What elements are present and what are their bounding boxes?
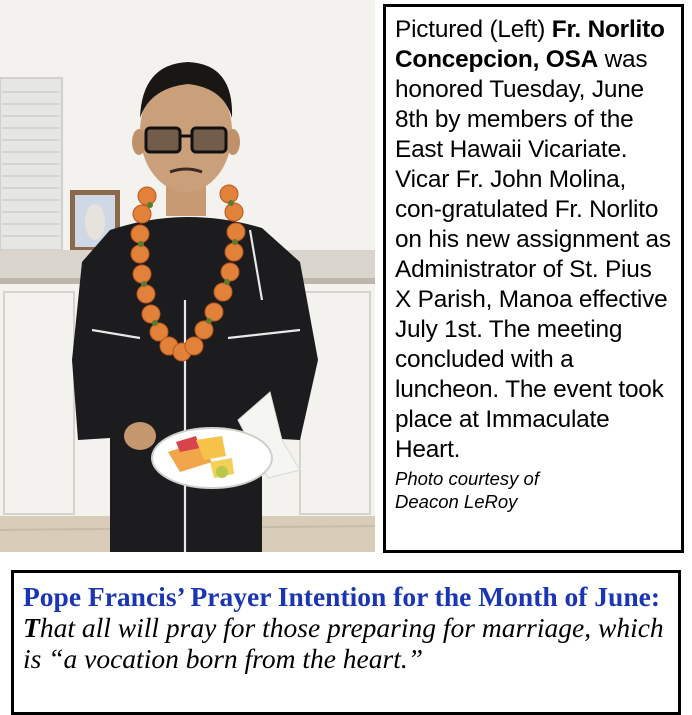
prayer-intention-heading: Pope Francis’ Prayer Intention for the Month of June: xyxy=(23,581,661,612)
photo-fr-norlito xyxy=(0,0,375,552)
prayer-intention-text xyxy=(23,581,668,674)
photo-credit-line2: Deacon LeRoy xyxy=(395,491,518,512)
photo-credit-line1: Photo courtesy of xyxy=(395,468,539,489)
caption-intro: Pictured (Left) xyxy=(395,16,552,43)
prayer-intention-initial: T xyxy=(23,612,40,643)
caption-body: was honored Tuesday, June 8th by members of the East Hawaii Vicariate. Vicar Fr. John Molina, con-gratulated Fr. Norlito on his new assignment as Administrator of St. Pius X Parish, Manoa effective July 1st. The meeting concluded with a luncheon. The event took place at Immaculate Heart. xyxy=(395,46,671,463)
prayer-intention-body: hat all will pray for those preparing for marriage, which is “a vocation born from the heart.” xyxy=(23,612,664,674)
photo-illustration xyxy=(0,0,375,552)
prayer-intention-box xyxy=(11,570,681,715)
caption-box xyxy=(383,4,684,553)
caption-text xyxy=(395,15,673,465)
photo-credit xyxy=(395,467,673,513)
caption-honoree-name: Fr. Norlito Concepcion, OSA xyxy=(395,16,665,73)
